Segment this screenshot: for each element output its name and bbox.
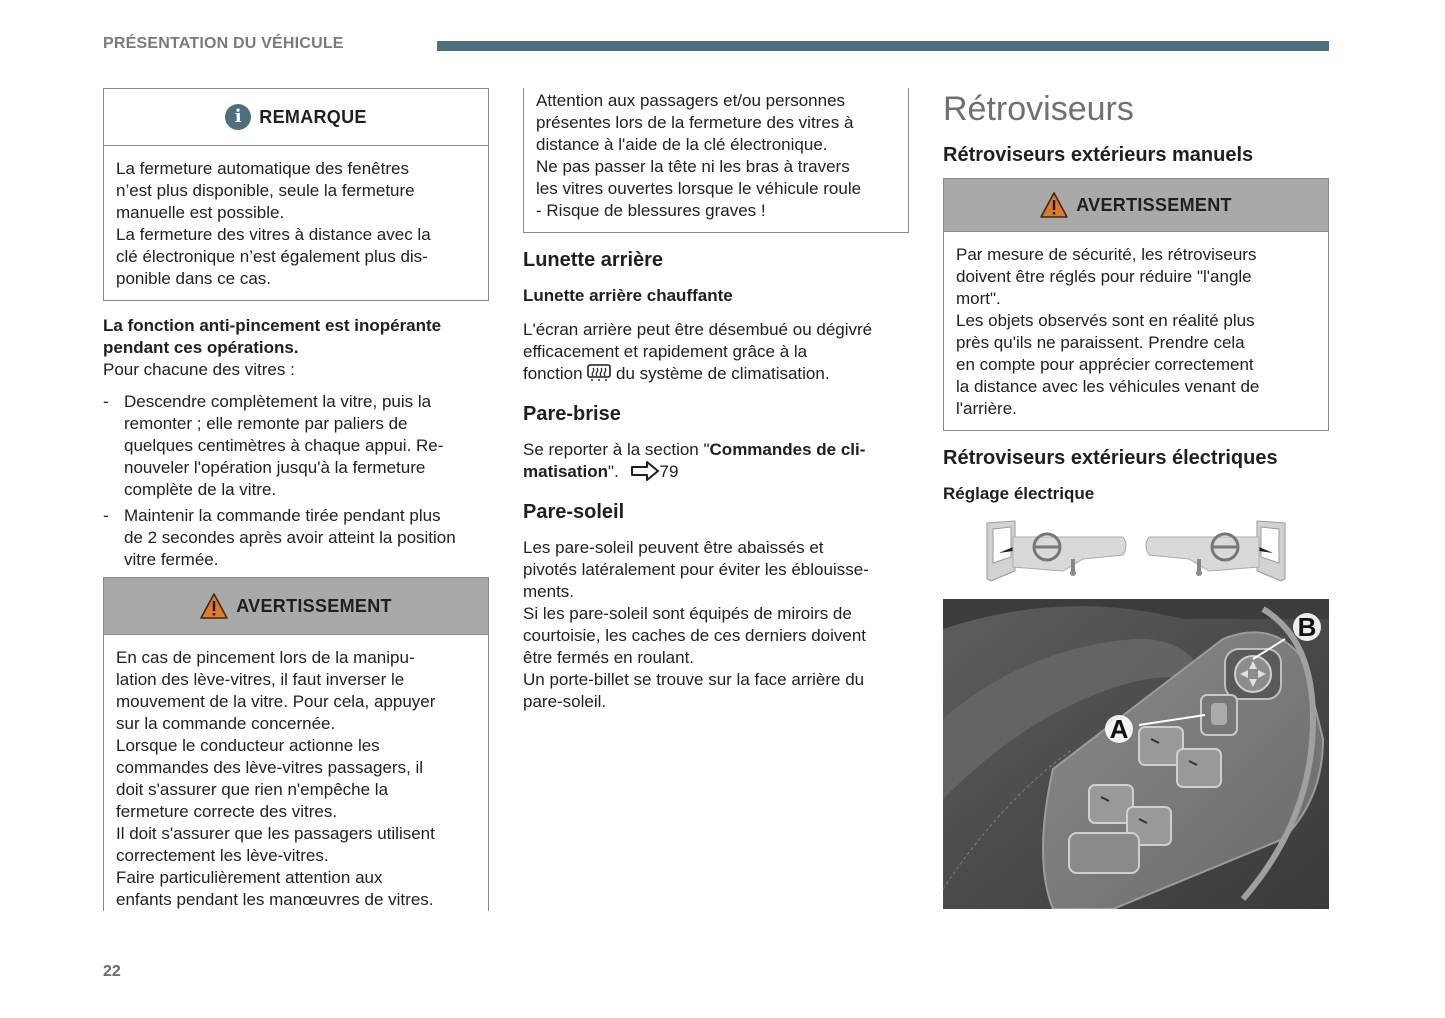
warning-body [104, 635, 488, 911]
warning-title: AVERTISSEMENT [236, 596, 392, 616]
warning-icon [1040, 192, 1068, 218]
info-icon: i [225, 104, 251, 130]
anti-pinch-line: pendant ces opérations. [103, 338, 299, 357]
section-title: PRÉSENTATION DU VÉHICULE [103, 35, 344, 52]
list-line: complète de la vitre. [124, 480, 277, 499]
rear-window-line: L'écran arrière peut être désembué ou dégivré [523, 320, 873, 339]
sun-visor-line: ments. [523, 582, 575, 601]
warning-icon [200, 593, 228, 619]
windscreen-heading: Pare-brise [523, 403, 621, 425]
warning-line: correctement les lève-vitres. [116, 846, 329, 865]
warning-continuation-box [523, 88, 909, 233]
warning-line: En cas de pincement lors de la manipu- [116, 648, 415, 667]
windscreen-section-name-end: matisation [523, 462, 609, 481]
list-line: - Descendre complètement la vitre, puis la [124, 392, 432, 411]
list-line: - Maintenir la commande tirée pendant plus [124, 506, 441, 525]
warning-header [104, 578, 488, 635]
rear-window-text [523, 319, 909, 385]
remark-line: manuelle est possible. [116, 203, 285, 222]
left-dashboard-illustration [987, 521, 1126, 581]
intro-text: Pour chacune des vitres : [103, 360, 295, 379]
sun-visor-line: pivotés latéralement pour éviter les éblouisse- [523, 560, 869, 579]
header-rule [437, 41, 1329, 51]
windscreen-line-start: Se reporter à la section " [523, 440, 710, 459]
page-number: 22 [103, 963, 121, 980]
list-item [103, 505, 489, 571]
remark-body [104, 146, 488, 300]
label-a: A [1109, 714, 1129, 744]
electric-mirrors-heading: Rétroviseurs extérieurs électriques [943, 447, 1278, 469]
remark-line: La fermeture des vitres à distance avec la [116, 225, 431, 244]
continued-line: présentes lors de la fermeture des vitres à [536, 113, 854, 132]
column-left [103, 88, 489, 911]
sun-visor-line: courtoisie, les caches de ces derniers doivent [523, 626, 867, 645]
continued-line: distance à l'aide de la clé électronique. [536, 135, 828, 154]
remark-line: La fermeture automatique des fenêtres [116, 159, 409, 178]
column-middle [523, 88, 909, 713]
sun-visor-heading: Pare-soleil [523, 501, 625, 523]
continued-line: Attention aux passagers et/ou personnes [536, 91, 846, 110]
remark-line: ponible dans ce cas. [116, 269, 271, 288]
list-line: nouveler l'opération jusqu'à la fermeture [124, 458, 426, 477]
door-controls-photo [943, 599, 1329, 909]
page-reference-link[interactable]: 79 [659, 462, 679, 481]
mirror-adjust-knob [1225, 649, 1281, 699]
mirror-warning-box [943, 178, 1329, 431]
remark-box [103, 88, 489, 301]
column-right [943, 88, 1329, 909]
windscreen-line-end: ". [608, 462, 619, 481]
label-b: B [1297, 612, 1317, 642]
remark-header [104, 89, 488, 146]
anti-pinch-note [103, 315, 489, 359]
remark-title: REMARQUE [259, 107, 367, 127]
rear-window-line-start: fonction [523, 364, 583, 383]
list-line: remonter ; elle remonte par paliers de [124, 414, 408, 433]
sun-visor-line: pare-soleil. [523, 692, 607, 711]
warning-line: lation des lève-vitres, il faut inverser le [116, 670, 405, 689]
mirror-warning-body [944, 232, 1328, 430]
mirrors-title: Rétroviseurs [943, 90, 1134, 128]
continued-line: - Risque de blessures graves ! [536, 201, 766, 220]
sun-visor-line: Un porte-billet se trouve sur la face arrière du [523, 670, 865, 689]
sun-visor-line: Les pare-soleil peuvent être abaissés et [523, 538, 824, 557]
rear-window-line [523, 363, 909, 385]
mirror-warning-line: doivent être réglés pour réduire "l'angle [956, 267, 1252, 286]
right-dashboard-illustration [1146, 521, 1285, 581]
list-line: de 2 secondes après avoir atteint la position [124, 528, 456, 547]
anti-pinch-line: La fonction anti-pincement est inopérante [103, 316, 442, 335]
rear-window-heading: Lunette arrière [523, 249, 664, 271]
mirror-position-diagram [943, 519, 1329, 585]
rear-window-line-end: du système de climatisation. [616, 364, 830, 383]
mirror-warning-line: près qu'ils ne paraissent. Prendre cela [956, 333, 1245, 352]
list-line: vitre fermée. [124, 550, 219, 569]
mirror-warning-line: en compte pour apprécier correctement [956, 355, 1254, 374]
warning-line: Il doit s'assurer que les passagers utilisent [116, 824, 435, 843]
continued-line: les vitres ouvertes lorsque le véhicule roule [536, 179, 862, 198]
rear-defrost-icon [587, 364, 611, 382]
remark-line: clé électronique n’est également plus dis- [116, 247, 428, 266]
page-reference-arrow-icon [630, 461, 660, 481]
warning-line: mouvement de la vitre. Pour cela, appuyer [116, 692, 436, 711]
warning-line: fermeture correcte des vitres. [116, 802, 338, 821]
mirror-warning-line: l'arrière. [956, 399, 1017, 418]
mirror-warning-line: Par mesure de sécurité, les rétroviseurs [956, 245, 1257, 264]
sun-visor-text [523, 537, 909, 713]
mirror-selector-switch [1201, 695, 1237, 735]
warning-line: commandes des lève-vitres passagers, il [116, 758, 424, 777]
mirror-warning-line: mort". [956, 289, 1001, 308]
heated-rear-window-subheading: Lunette arrière chauffante [523, 286, 733, 305]
mirror-warning-line: la distance avec les véhicules venant de [956, 377, 1260, 396]
sun-visor-line: Si les pare-soleil sont équipés de miroirs de [523, 604, 852, 623]
mirror-warning-line: Les objets observés sont en réalité plus [956, 311, 1255, 330]
remark-line: n’est plus disponible, seule la fermeture [116, 181, 415, 200]
windscreen-line [523, 439, 909, 461]
rear-window-line: efficacement et rapidement grâce à la [523, 342, 808, 361]
manual-mirrors-heading: Rétroviseurs extérieurs manuels [943, 144, 1254, 166]
sun-visor-line: être fermés en roulant. [523, 648, 695, 667]
mirror-warning-header [944, 179, 1328, 232]
warning-box [103, 577, 489, 911]
windscreen-text [523, 439, 909, 483]
instruction-list [103, 391, 489, 571]
mirror-warning-title: AVERTISSEMENT [1076, 195, 1232, 215]
continued-line: Ne pas passer la tête ni les bras à travers [536, 157, 850, 176]
warning-line: Faire particulièrement attention aux [116, 868, 383, 887]
warning-line: Lorsque le conducteur actionne les [116, 736, 380, 755]
electric-adjustment-subheading: Réglage électrique [943, 484, 1095, 503]
windscreen-line [523, 461, 909, 483]
windscreen-section-name: Commandes de cli- [709, 440, 866, 459]
warning-line: sur la commande concernée. [116, 714, 336, 733]
warning-line: doit s'assurer que rien n'empêche la [116, 780, 389, 799]
list-line: quelques centimètres à chaque appui. Re- [124, 436, 444, 455]
warning-line: enfants pendant les manœuvres de vitres. [116, 890, 434, 909]
list-item [103, 391, 489, 501]
